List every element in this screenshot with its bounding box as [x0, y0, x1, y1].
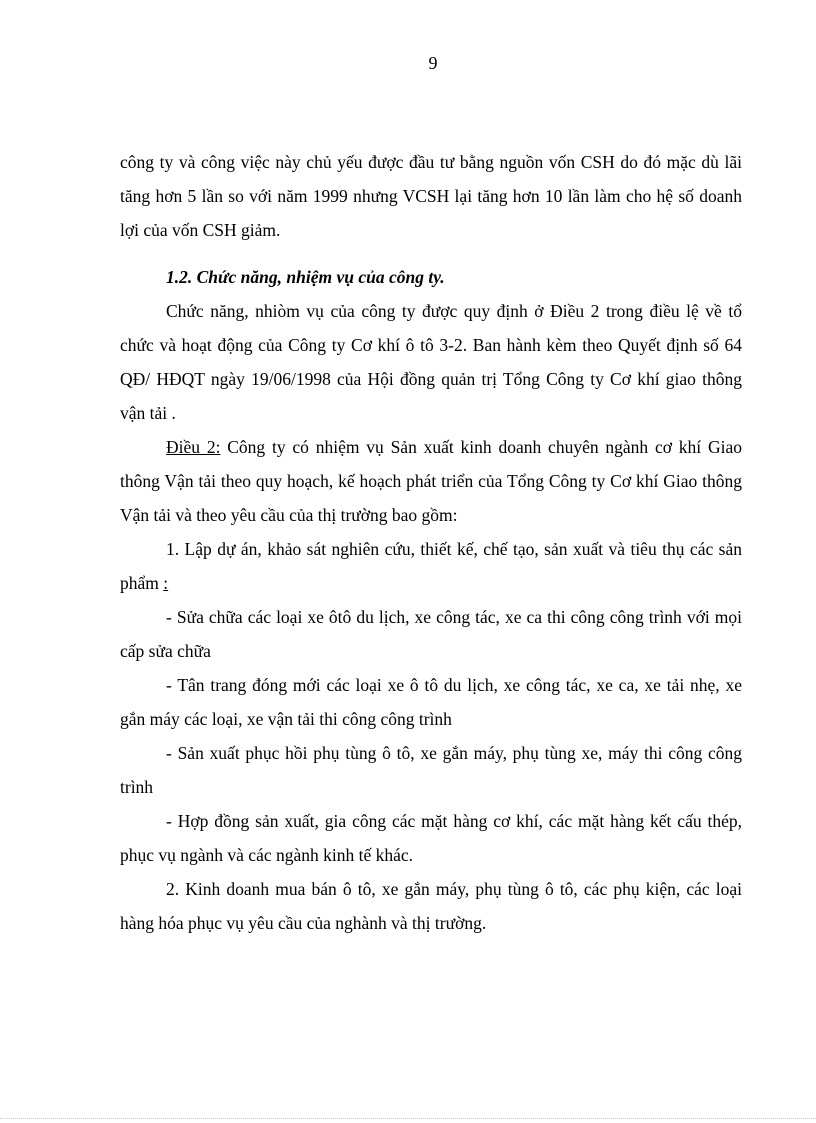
- article-label: Điều 2:: [166, 437, 221, 457]
- page-bottom-border: [0, 1118, 816, 1119]
- document-body: [120, 145, 742, 940]
- paragraph-continuation: công ty và công việc này chủ yếu được đầu tư bằng nguồn vốn CSH do đó mặc dù lãi tăng hơn 5 lần so với năm 1999 nhưng VCSH lại tăng hơn 10 lần làm cho hệ số doanh lợi của vốn CSH giảm.: [120, 152, 742, 240]
- paragraph-functions: Chức năng, nhiòm vụ của công ty được quy định ở Điều 2 trong điều lệ về tổ chức và hoạt động của Công ty Cơ khí ô tô 3-2. Ban hành kèm theo Quyết định số 64 QĐ/ HĐQT ngày 19/06/1998 của Hội đồng quản trị Tổng Công ty Cơ khí giao thông vận tải .: [120, 301, 742, 423]
- list-item-1: [120, 532, 742, 600]
- section-heading: 1.2. Chức năng, nhiệm vụ của công ty.: [166, 267, 445, 287]
- list-item-1-text: 1. Lập dự án, khảo sát nghiên cứu, thiết kế, chế tạo, sản xuất và tiêu thụ các sản phẩm: [120, 539, 742, 593]
- bullet-spare-parts: - Sản xuất phục hồi phụ tùng ô tô, xe gắn máy, phụ tùng xe, máy thi công công trình: [120, 743, 742, 797]
- paragraph-article-2: [120, 430, 742, 532]
- page-number: 9: [428, 53, 438, 73]
- bullet-renovation: - Tân trang đóng mới các loại xe ô tô du lịch, xe công tác, xe ca, xe tải nhẹ, xe gắn máy các loại, xe vận tải thi công công trình: [120, 675, 742, 729]
- bullet-repair: - Sửa chữa các loại xe ôtô du lịch, xe công tác, xe ca thi công công trình với mọi cấp sửa chữa: [120, 607, 742, 661]
- list-item-2: 2. Kinh doanh mua bán ô tô, xe gắn máy, phụ tùng ô tô, các phụ kiện, các loại hàng hóa phục vụ yêu cầu của nghành và thị trường.: [120, 879, 742, 933]
- bullet-contracts: - Hợp đồng sản xuất, gia công các mặt hàng cơ khí, các mặt hàng kết cấu thép, phục vụ ngành và các ngành kinh tế khác.: [120, 811, 742, 865]
- article-text: Công ty có nhiệm vụ Sản xuất kinh doanh chuyên ngành cơ khí Giao thông Vận tải theo quy hoạch, kế hoạch phát triển của Tổng Công ty Cơ khí Giao thông Vận tải và theo yêu cầu của thị trường bao gồm:: [120, 437, 742, 525]
- list-item-1-colon: :: [163, 573, 169, 593]
